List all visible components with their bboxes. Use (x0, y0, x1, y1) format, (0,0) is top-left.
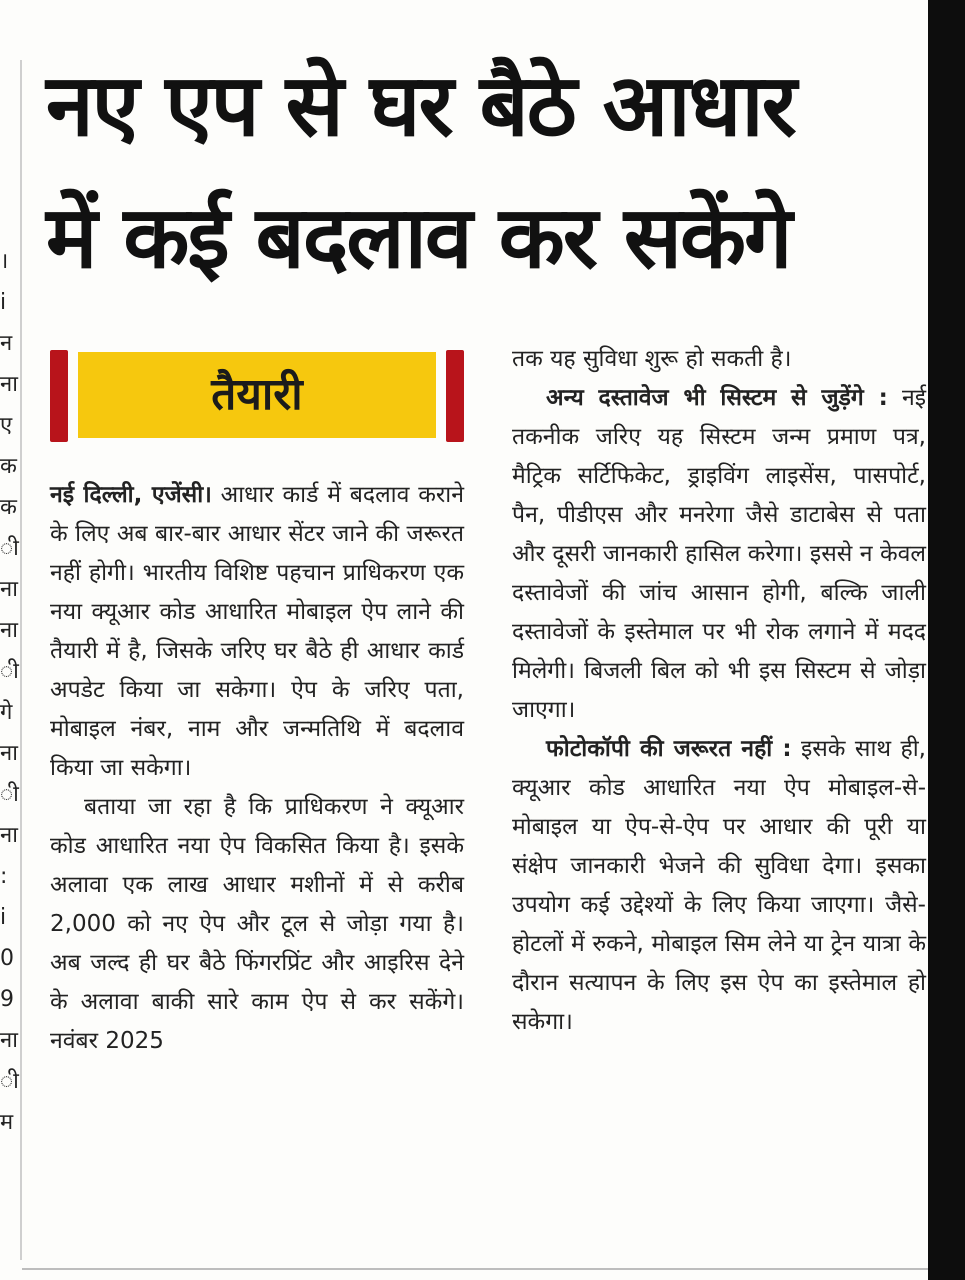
adjacent-column-fragments (0, 0, 18, 1280)
margin-fragment: ना (0, 372, 18, 397)
margin-fragment: ना (0, 577, 18, 602)
continued-text: तक यह सुविधा शुरू हो सकती है। (512, 346, 792, 372)
tag-left-cap (50, 350, 68, 442)
margin-fragment: गे (0, 700, 13, 725)
margin-fragment: : (0, 864, 8, 889)
margin-fragment: ए (0, 413, 13, 438)
article-column-right (512, 340, 926, 1042)
margin-fragment: ना (0, 1028, 18, 1053)
margin-fragment: 0 (0, 946, 14, 971)
headline-line-2: में कई बदलाव कर सकेंगे (46, 188, 791, 288)
margin-fragment: i (0, 290, 7, 315)
margin-fragment: । (0, 249, 9, 274)
section-2 (512, 730, 926, 1042)
margin-fragment: ना (0, 618, 18, 643)
article-column-left (50, 476, 464, 1061)
tag-right-cap (446, 350, 464, 442)
margin-fragment: i (0, 905, 7, 930)
margin-fragment: ी (0, 782, 19, 807)
margin-fragment: ी (0, 536, 19, 561)
paragraph-1-text: आधार कार्ड में बदलाव कराने के लिए अब बार-बार आधार सेंटर जाने की जरूरत नहीं होगी। भारतीय विशिष्ट पहचान प्राधिकरण एक नया क्यूआर कोड आधारित मोबाइल ऐप लाने की तैयारी में है, जिसके जरिए घर बैठे ही आधार कार्ड अपडेट किया जा सकेगा। ऐप के जरिए पता, मोबाइल नंबर, नाम और जन्मतिथि में बदलाव किया जा सकेगा। (50, 482, 464, 781)
margin-fragment: ना (0, 741, 18, 766)
dateline: नई दिल्ली, एजेंसी। (50, 482, 212, 508)
margin-fragment: क (0, 454, 17, 479)
paragraph-2: बताया जा रहा है कि प्राधिकरण ने क्यूआर कोड आधारित नया ऐप विकसित किया है। इसके अलावा एक लाख आधार मशीनों में से करीब 2,000 को नए ऐप और टूल से जोड़ा गया है। अब जल्द ही घर बैठे फिंगरप्रिंट और आइरिस देने के अलावा बाकी सारे काम ऐप से कर सकेंगे। नवंबर 2025 (50, 794, 464, 1054)
margin-fragment: ी (0, 659, 19, 684)
margin-fragment: ना (0, 823, 18, 848)
paragraph-1 (50, 476, 464, 788)
subhead-photocopy: फोटोकॉपी की जरूरत नहीं : (546, 736, 792, 762)
margin-fragment: क (0, 495, 17, 520)
section-1 (512, 379, 926, 730)
column-divider (20, 60, 22, 1260)
headline-line-1: नए एप से घर बैठे आधार (46, 56, 795, 156)
section-1-text: नई तकनीक जरिए यह सिस्टम जन्म प्रमाण पत्र, मैट्रिक सर्टिफिकेट, ड्राइविंग लाइसेंस, पासपोर्ट, पैन, पीडीएस और मनरेगा जैसे डाटाबेस से पता और दूसरी जानकारी हासिल करेगा। इससे न केवल दस्तावेजों की जांच आसान होगी, बल्कि जाली दस्तावेजों के इस्तेमाल पर भी रोक लगाने में मदद मिलेगी। बिजली बिल को भी इस सिस्टम से जोड़ा जाएगा। (512, 385, 927, 723)
subhead-documents: अन्य दस्तावेज भी सिस्टम से जुड़ेंगे : (546, 385, 888, 411)
black-edge (928, 0, 965, 1280)
margin-fragment: म (0, 1110, 14, 1135)
margin-fragment: न (0, 331, 13, 356)
section-2-text: इसके साथ ही, क्यूआर कोड आधारित नया ऐप मोबाइल-से-मोबाइल या ऐप-से-ऐप पर आधार की पूरी या संक्षेप जानकारी भेजने की सुविधा देगा। इसका उपयोग कई उद्देश्यों के लिए किया जाएगा। जैसे- होटलों में रुकने, मोबाइल सिम लेने या ट्रेन यात्रा के दौरान सत्यापन के लिए इस ऐप का इस्तेमाल हो सकेगा। (512, 736, 926, 1035)
tag-label: तैयारी (78, 352, 436, 438)
bottom-divider (22, 1268, 928, 1270)
section-tag (50, 350, 464, 442)
margin-fragment: 9 (0, 987, 14, 1012)
margin-fragment: ी (0, 1069, 19, 1094)
